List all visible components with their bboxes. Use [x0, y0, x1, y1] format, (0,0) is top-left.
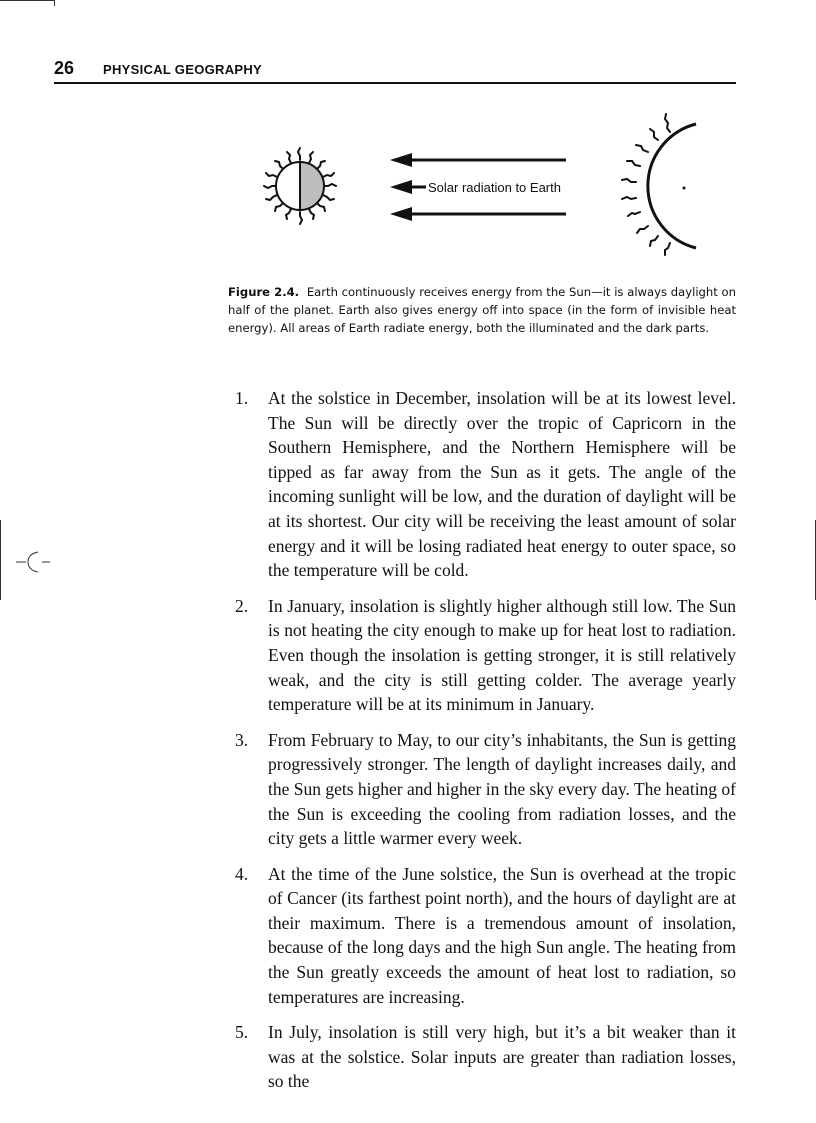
list-item-text: From February to May, to our city’s inhabitants, the Sun is getting progressively stronger. The length of daylight increases daily, and the Sun gets higher and higher in the sky every day. The heating of the Sun is exceeding the cooling from radiation losses, and the city gets a little warmer every week. — [268, 729, 737, 849]
list-item-number: 3. — [235, 729, 249, 750]
list-item-number: 2. — [235, 595, 249, 616]
lower-arrow — [390, 207, 566, 221]
numbered-list — [230, 386, 736, 1105]
registration-mark-icon — [14, 548, 54, 578]
list-item-text: In January, insolation is slightly higher although still low. The Sun is not heating the city enough to make up for heat lost to radiation. Even though the insolation is getting stronger, it is still relatively weak, and the city is still getting colder. The average yearly temperature will be at its minimum in January. — [268, 595, 736, 715]
list-item-number: 1. — [235, 388, 249, 408]
list-item — [230, 728, 736, 851]
arrow-label: Solar radiation to Earth — [428, 180, 561, 195]
list-item-text: At the solstice in December, insolation will be at its lowest level. The Sun will be directly over the tropic of Capricorn in the Southern Hemisphere, and the Northern Hemisphere will be tipped as far away from the Sun as it gets. The angle of the incoming sunlight will be low, and the duration of daylight will be at its shortest. Our city will be receiving the least amount of solar energy and it will be losing radiated heat energy to outer space, so the temperature will be cold. — [268, 388, 736, 581]
list-item-text: At the time of the June solstice, the Sun is overhead at the tropic of Cancer (its farthest point north), and the hours of daylight are at their maximum. There is a tremendous amount of insolation, because of the long days and the high Sun angle. The heating from the Sun greatly exceeds the amount of heat lost to radiation, so temperatures are increasing. — [268, 863, 736, 1007]
solar-radiation-diagram — [250, 100, 710, 272]
caption-label: Figure 2.4. — [228, 285, 300, 299]
list-item — [230, 862, 736, 1010]
upper-arrow — [390, 153, 566, 167]
earth-icon — [622, 114, 696, 255]
list-item-number: 5. — [235, 1022, 249, 1043]
crop-line-top — [0, 0, 54, 1]
list-item — [230, 594, 736, 717]
crop-line-left — [0, 520, 1, 600]
figure-caption — [228, 283, 736, 337]
page-header — [54, 58, 736, 84]
list-item — [230, 386, 736, 583]
list-item — [230, 1020, 736, 1094]
middle-arrow — [390, 180, 426, 194]
figure-2-4 — [250, 100, 710, 272]
sun-icon — [264, 148, 336, 224]
crop-tick-top — [54, 0, 55, 6]
list-item-text: In July, insolation is still very high, but it’s a bit weaker than it was at the solstice. Solar inputs are greater than radiation losses, so the — [268, 1022, 736, 1092]
list-item-number: 4. — [235, 863, 249, 884]
running-head: PHYSICAL GEOGRAPHY — [103, 62, 263, 77]
caption-text: Earth continuously receives energy from the Sun—it is always daylight on half of the planet. Earth also gives energy off into space (in the form of invisible heat energy). All areas of Earth radiate energy, both the illuminated and the dark parts. — [228, 285, 736, 335]
page-number: 26 — [54, 58, 75, 78]
